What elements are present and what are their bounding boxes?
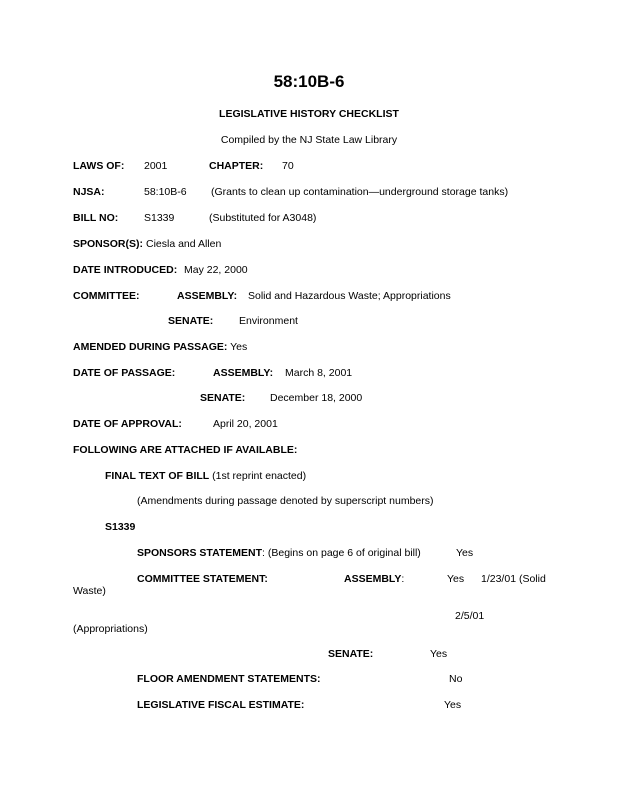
final-text-row <box>105 470 306 482</box>
date-introduced-label: DATE INTRODUCED: <box>73 264 178 276</box>
committee-statement-date2: 2/5/01 <box>455 610 485 622</box>
chapter-value: 70 <box>282 160 294 172</box>
committee-statement-label: COMMITTEE STATEMENT: <box>137 573 268 585</box>
committee-label: COMMITTEE: <box>73 290 140 302</box>
date-of-approval-label: DATE OF APPROVAL: <box>73 418 182 430</box>
passage-assembly-label: ASSEMBLY: <box>213 367 274 379</box>
bill-no-label: BILL NO: <box>73 212 119 224</box>
sponsors-value: Ciesla and Allen <box>146 238 222 250</box>
checklist-heading: LEGISLATIVE HISTORY CHECKLIST <box>219 108 399 120</box>
amendments-note: (Amendments during passage denoted by superscript numbers) <box>137 495 434 507</box>
passage-senate-label: SENATE: <box>200 392 246 404</box>
bill-no-note: (Substituted for A3048) <box>209 212 317 224</box>
final-text-note: (1st reprint enacted) <box>209 470 307 482</box>
committee-statement-assembly-label: ASSEMBLY <box>344 573 402 585</box>
compiled-by: Compiled by the NJ State Law Library <box>220 134 398 146</box>
committee-statement-date1-cont: Waste) <box>73 585 106 597</box>
date-introduced-value: May 22, 2000 <box>184 264 248 276</box>
sponsors-label: SPONSOR(S): <box>73 238 144 250</box>
amended-value: Yes <box>230 341 248 353</box>
committee-senate-value: Environment <box>239 315 298 327</box>
committee-statement-assembly <box>344 573 404 585</box>
floor-amendment-label: FLOOR AMENDMENT STATEMENTS: <box>137 673 321 685</box>
committee-assembly-value: Solid and Hazardous Waste; Appropriations <box>248 290 451 302</box>
committee-statement-senate-label: SENATE: <box>328 648 374 660</box>
committee-statement-senate-value: Yes <box>430 648 448 660</box>
attached-heading: FOLLOWING ARE ATTACHED IF AVAILABLE: <box>73 444 298 456</box>
final-text-label: FINAL TEXT OF BILL <box>105 470 210 482</box>
njsa-label: NJSA: <box>73 186 105 198</box>
passage-senate-value: December 18, 2000 <box>270 392 363 404</box>
bill-no-value: S1339 <box>144 212 175 224</box>
chapter-label: CHAPTER: <box>209 160 264 172</box>
date-of-approval-value: April 20, 2001 <box>213 418 278 430</box>
committee-statement-assembly-value: Yes <box>447 573 465 585</box>
bill-section-heading: S1339 <box>105 521 136 533</box>
laws-of-value: 2001 <box>144 160 168 172</box>
fiscal-estimate-value: Yes <box>444 699 462 711</box>
njsa-description: (Grants to clean up contamination—underground storage tanks) <box>211 186 509 198</box>
committee-statement-date2-cont: (Appropriations) <box>73 623 148 635</box>
committee-statement-date1: 1/23/01 (Solid <box>481 573 546 585</box>
date-of-passage-label: DATE OF PASSAGE: <box>73 367 176 379</box>
committee-assembly-label: ASSEMBLY: <box>177 290 238 302</box>
njsa-value: 58:10B-6 <box>144 186 187 198</box>
passage-assembly-value: March 8, 2001 <box>285 367 353 379</box>
amended-row <box>73 341 247 353</box>
page-title: 58:10B-6 <box>273 72 345 91</box>
fiscal-estimate-label: LEGISLATIVE FISCAL ESTIMATE: <box>137 699 305 711</box>
floor-amendment-value: No <box>449 673 463 685</box>
sponsors-statement-note: : (Begins on page 6 of original bill) <box>262 547 421 559</box>
laws-of-label: LAWS OF: <box>73 160 125 172</box>
committee-senate-label: SENATE: <box>168 315 214 327</box>
sponsors-statement-value: Yes <box>456 547 474 559</box>
sponsors-statement-row <box>137 547 421 559</box>
sponsors-statement-label: SPONSORS STATEMENT <box>137 547 263 559</box>
amended-label: AMENDED DURING PASSAGE: <box>73 341 228 353</box>
committee-statement-colon: : <box>401 573 405 585</box>
